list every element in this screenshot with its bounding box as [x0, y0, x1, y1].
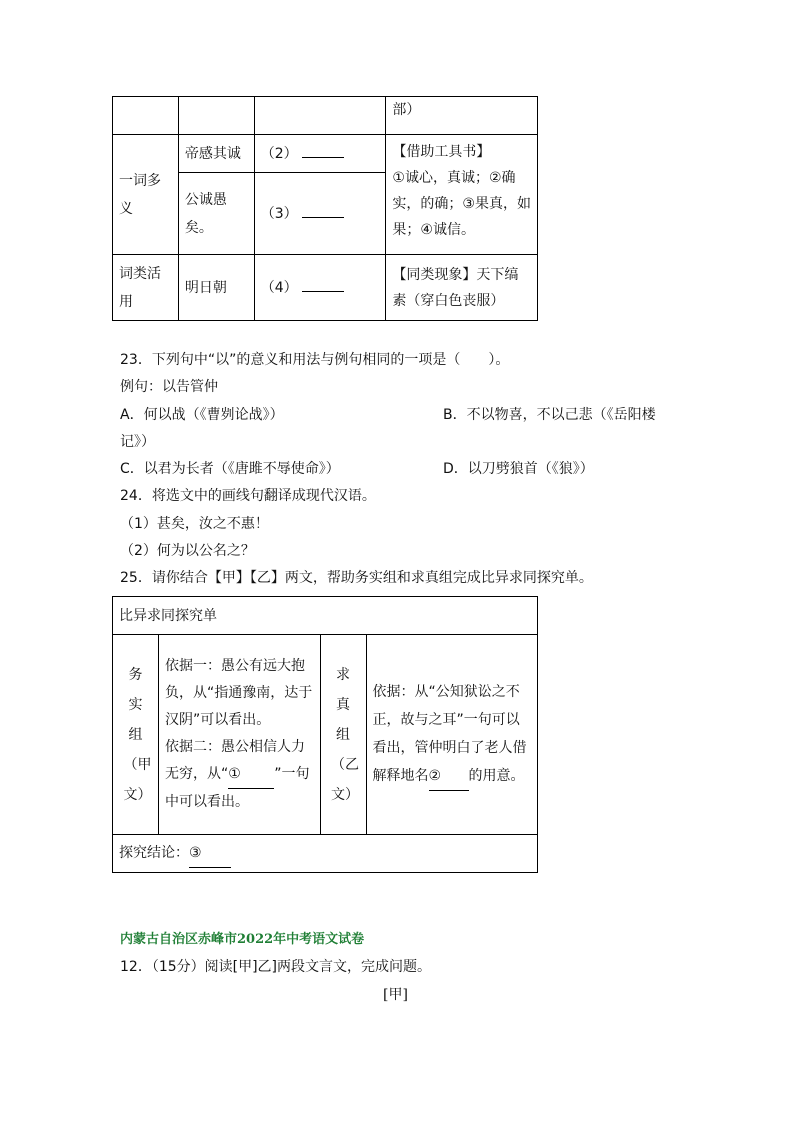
answer-blank[interactable]	[302, 143, 344, 158]
answer-cell	[254, 173, 386, 255]
example-text: 明日朝	[184, 279, 227, 296]
q23-stem: 23．下列句中“以”的意义和用法与例句相同的一项是（ ）。	[120, 352, 510, 368]
conclusion-label: 探究结论：	[119, 845, 189, 861]
left-group-label: 务实组（甲文）	[123, 666, 152, 803]
answer-blank[interactable]	[302, 277, 344, 292]
note-title: 【借助工具书】	[392, 144, 491, 160]
q24-stem: 24．将选文中的画线句翻译成现代汉语。	[120, 488, 376, 504]
source-heading: 内蒙古自治区赤峰市2022年中考语文试卷	[120, 932, 365, 947]
left-basis-2	[165, 734, 314, 816]
example-text: 公诚愚矣。	[184, 191, 227, 236]
table-cell	[113, 97, 179, 135]
category-polysemy: 一词多义	[119, 172, 161, 217]
q23-option-b[interactable]: B．不以物喜，不以己悲（《岳阳楼	[443, 407, 656, 423]
blank-2-mark: ②	[428, 768, 442, 784]
answer-blank[interactable]	[302, 203, 344, 218]
q23-example: 例句：以告管仲	[120, 379, 218, 395]
left-basis-2-pre: 依据二：愚公相信人力无穷，从“	[164, 739, 305, 782]
q23-option-b-cont: 记》）	[120, 434, 155, 450]
blank-1-mark: ①	[228, 766, 241, 782]
answer-cell	[254, 135, 386, 173]
table-cell	[386, 97, 538, 135]
note-text: 【同类现象】天下缟素（穿白色丧服）	[392, 266, 519, 309]
left-basis-2-post: ”一句中可以看出。	[164, 766, 310, 810]
q23-option-d[interactable]: D．以刀劈狼首（《狼》）	[443, 461, 594, 477]
right-basis-post: 的用意。	[468, 768, 525, 784]
left-text-cell	[158, 635, 320, 835]
example-cell	[178, 255, 254, 321]
right-text-cell	[366, 635, 537, 835]
example-cell	[178, 135, 254, 173]
example-cell	[178, 173, 254, 255]
comparison-title-cell	[113, 597, 538, 635]
note-cont: 部）	[392, 102, 421, 118]
conclusion-cell	[113, 835, 538, 873]
note-cell	[386, 135, 538, 255]
left-basis-1: 依据一：愚公有远大抱负，从“指通豫南，达于汉阴”可以看出。	[164, 658, 313, 728]
category-conversion: 词类活用	[119, 265, 161, 310]
comparison-title: 比异求同探究单	[119, 607, 217, 624]
table-cell	[178, 97, 254, 135]
right-group-cell	[320, 635, 366, 835]
right-basis-pre: 依据：从“公知狱讼之不正，故与之耳”一句可以看出，管仲明白了老人借解释地名	[372, 684, 527, 784]
right-group-label: 求真组（乙文）	[331, 666, 360, 803]
q23-option-a[interactable]: A．何以战（《曹刿论战》）	[120, 407, 284, 423]
q23-option-c[interactable]: C．以君为长者（《唐雎不辱使命》）	[120, 461, 340, 477]
table-cell	[254, 97, 386, 135]
category-cell	[113, 255, 179, 321]
q25-stem: 25．请你结合【甲】【乙】两文，帮助务实组和求真组完成比异求同探究单。	[120, 570, 593, 586]
note-cell	[386, 255, 538, 321]
q24-sentence-1: （1）甚矣，汝之不惠！	[120, 516, 269, 532]
left-group-cell	[113, 635, 159, 835]
note-body: ①诚心，真诚；②确实，的确；③果真，如果；④诚信。	[392, 170, 531, 238]
answer-label: （4）	[260, 279, 298, 296]
q12-stem: 12．（15分）阅读[甲]乙]两段文言文，完成问题。	[120, 959, 432, 975]
vocab-table	[112, 96, 538, 321]
example-text: 帝感其诚	[184, 145, 241, 162]
answer-label: （3）	[260, 205, 298, 222]
blank-3-mark: ③	[189, 845, 202, 861]
answer-label: （2）	[260, 145, 298, 162]
answer-blank-1[interactable]	[228, 761, 274, 789]
category-cell	[113, 135, 179, 255]
answer-cell	[254, 255, 386, 321]
q24-sentence-2: （2）何为以公名之？	[120, 543, 255, 559]
answer-blank-2[interactable]	[429, 762, 469, 791]
comparison-table	[112, 596, 538, 873]
passage-jia-label: [甲]	[383, 987, 408, 1003]
answer-blank-3[interactable]	[189, 839, 231, 868]
